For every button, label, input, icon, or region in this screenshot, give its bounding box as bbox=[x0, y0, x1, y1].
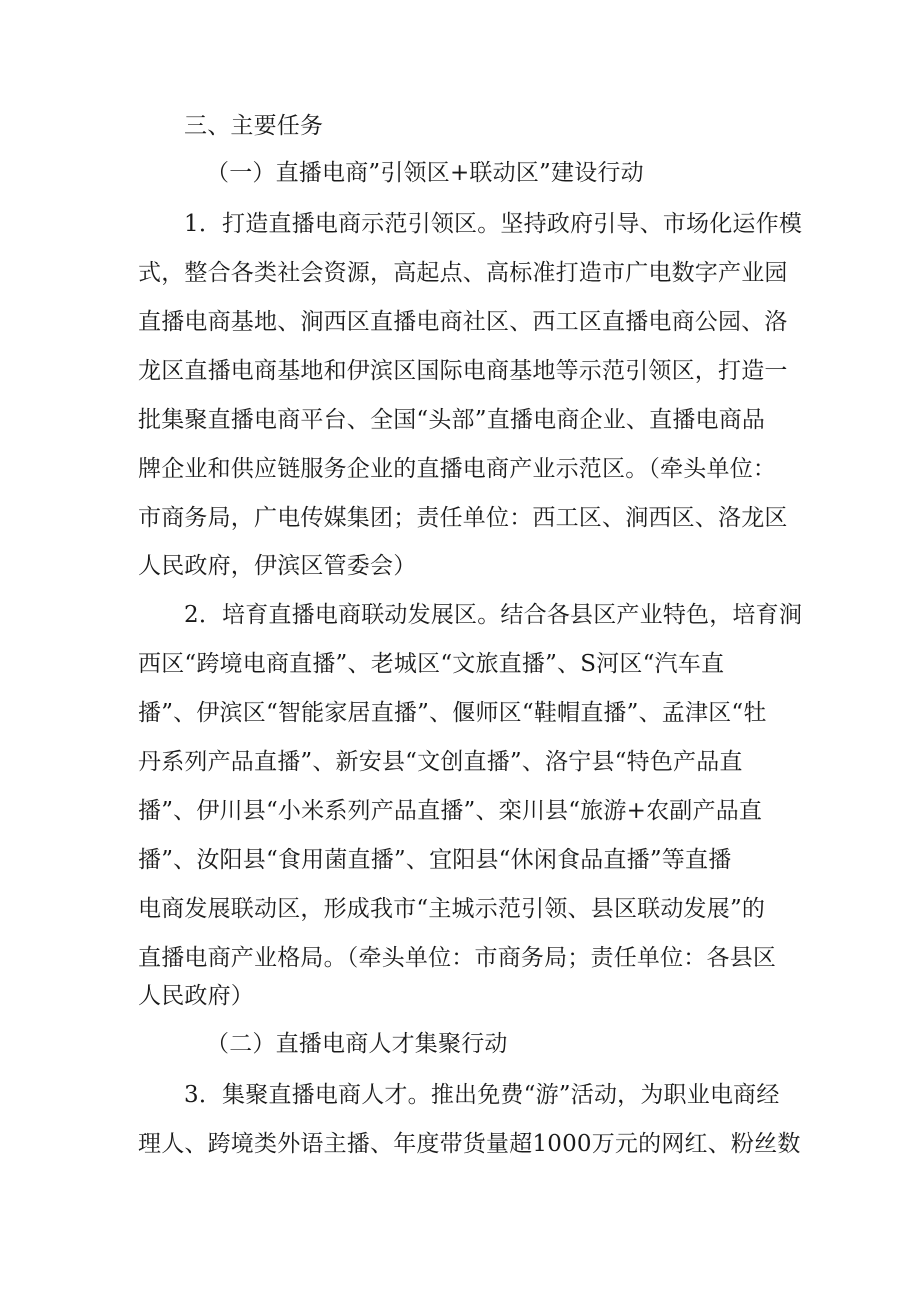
item-2-line-6: 播”、汝阳县“食用菌直播”、宜阳县“休闲食品直播”等直播 bbox=[138, 847, 732, 873]
item-2-line-8: 直播电商产业格局。（牵头单位：市商务局；责任单位：各县区 bbox=[138, 945, 777, 971]
item-1-line-7: 市商务局，广电传媒集团；责任单位：西工区、涧西区、洛龙区 bbox=[138, 505, 788, 531]
item-3-line-1: 3．集聚直播电商人才。推出免费“游”活动，为职业电商经 bbox=[184, 1082, 780, 1108]
item-2-line-9: 人民政府） bbox=[138, 983, 254, 1009]
section-title: 三、主要任务 bbox=[184, 113, 324, 139]
item-2-line-4: 丹系列产品直播”、新安县“文创直播”、洛宁县“特色产品直 bbox=[138, 749, 743, 775]
item-1-line-5: 批集聚直播电商平台、全国“头部”直播电商企业、直播电商品 bbox=[138, 407, 766, 433]
item-1-line-1: 1．打造直播电商示范引领区。坚持政府引导、市场化运作模 bbox=[184, 211, 803, 237]
item-1-line-6: 牌企业和供应链服务企业的直播电商产业示范区。（牵头单位： bbox=[138, 456, 777, 482]
item-1-line-3: 直播电商基地、涧西区直播电商社区、西工区直播电商公园、洛 bbox=[138, 309, 788, 335]
item-2-line-3: 播”、伊滨区“智能家居直播”、偃师区“鞋帽直播”、孟津区“牡 bbox=[138, 700, 767, 726]
item-2-line-2: 西区“跨境电商直播”、老城区“文旅直播”、S河区“汽车直 bbox=[138, 651, 725, 677]
item-1-line-2: 式，整合各类社会资源，高起点、高标准打造市广电数字产业园 bbox=[138, 260, 788, 286]
item-3-line-2: 理人、跨境类外语主播、年度带货量超1000万元的网红、粉丝数 bbox=[138, 1131, 801, 1157]
subsection-2-heading: （二）直播电商人才集聚行动 bbox=[206, 1031, 508, 1057]
item-2-line-1: 2．培育直播电商联动发展区。结合各县区产业特色，培育涧 bbox=[184, 602, 803, 628]
item-1-line-4: 龙区直播电商基地和伊滨区国际电商基地等示范引领区，打造一 bbox=[138, 358, 788, 384]
subsection-1-heading: （一）直播电商”引领区+联动区”建设行动 bbox=[206, 160, 644, 186]
item-2-line-5: 播”、伊川县“小米系列产品直播”、栾川县“旅游+农副产品直 bbox=[138, 798, 763, 824]
item-2-line-7: 电商发展联动区，形成我市“主城示范引领、县区联动发展”的 bbox=[138, 896, 766, 922]
item-1-line-8: 人民政府，伊滨区管委会） bbox=[138, 553, 417, 579]
